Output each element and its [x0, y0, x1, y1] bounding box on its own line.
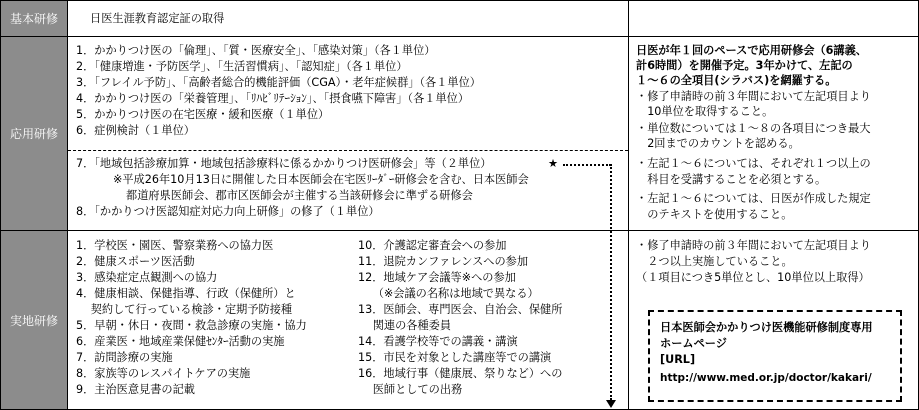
applied-right-item-7: ・左記１～６については、日医が作成した規定: [636, 192, 871, 205]
col-divider-header: [67, 0, 68, 410]
table-border-top: [0, 0, 919, 1]
header-practical-training-label: 実地研修: [9, 313, 58, 328]
applied-item-3: 3．「フレイル予防」、「高齢者総合的機能評価（CGA）・老年症候群」（各１単位）: [76, 76, 481, 89]
col-divider-right: [628, 0, 629, 410]
applied-item-6: 6．症例検討（１単位）: [76, 124, 195, 137]
applied-item-8: 8．「かかりつけ医認知症対応力向上研修」の修了（１単位）: [76, 205, 380, 218]
practical-item-13b: 関連の各種委員: [358, 319, 452, 332]
applied-right-item-8: のテキストを使用すること。: [636, 208, 793, 221]
applied-item-5: 5．かかりつけ医の在宅医療・緩和医療（１単位）: [76, 108, 330, 121]
link-box-title-2: ホームページ: [660, 337, 727, 350]
practical-item-4a: 4．健康相談、保健指導、行政（保健所）と: [76, 287, 296, 300]
practical-item-12-note: （※会議の名称は地域で異なる）: [358, 287, 539, 300]
practical-item-14: 14．看護学校等での講義・講演: [358, 335, 518, 348]
practical-note-2: ２つ以上実施していること。: [636, 255, 793, 268]
applied-right-bold-3: １～６の全項目(シラバス)を網羅する。: [636, 74, 837, 87]
practical-item-11: 11．退院カンファレンスへの参加: [358, 255, 529, 268]
connector-arrowhead-icon: [606, 400, 616, 408]
header-applied-training: [1, 37, 67, 230]
practical-item-10: 10．介護認定審査会への参加: [358, 239, 507, 252]
header-applied-training-label: 応用研修: [9, 127, 58, 141]
applied-item-1: 1．かかりつけ医の「倫理」、「質・医療安全」、「感染対策」（各１単位）: [76, 44, 436, 57]
applied-right-item-2: 10単位を取得すること。: [636, 105, 774, 118]
applied-right-item-6: 科目を受講することを必須とする。: [636, 173, 827, 186]
basic-training-text: 日医生涯教育認定証の取得: [90, 12, 225, 25]
practical-item-13a: 13．医師会、専門医会、自治会、保健所: [358, 303, 563, 316]
star-marker: ★: [548, 157, 559, 170]
header-practical-training: [1, 231, 67, 409]
applied-right-bold-1: 日医が年１回のペースで応用研修会（6講義、: [636, 44, 867, 57]
applied-item-7-note-2: 都道府県医師会、郡市区医師会が主催する当該研修会に準ずる研修会: [126, 189, 473, 202]
link-box-url-label: [URL]: [660, 353, 696, 366]
practical-item-8: 8．家族等のレスパイトケアの実施: [76, 367, 251, 380]
practical-item-1: 1．学校医・園医、警察業務への協力医: [76, 239, 274, 252]
homepage-url-link[interactable]: http://www.med.or.jp/doctor/kakari/: [660, 372, 872, 384]
applied-right-item-4: 2回までのカウントを認める。: [636, 137, 800, 150]
header-basic-training-label: 基本研修: [9, 12, 58, 26]
applied-right-item-3: ・単位数については１～８の各項目につき最大: [636, 122, 871, 135]
practical-item-7: 7．訪問診療の実施: [76, 351, 173, 364]
practical-item-2: 2．健康スポーツ医活動: [76, 255, 195, 268]
applied-item-4: 4．かかりつけ医の「栄養管理」、「ﾘﾊﾋﾞﾘﾃｰｼｮﾝ」、「摂食嚥下障害」（各１単位）: [76, 92, 470, 105]
applied-internal-dashed-divider: [68, 150, 628, 151]
applied-item-7: 7．「地域包括診療加算・地域包括診療料に係るかかりつけ医研修会」等（２単位）: [76, 157, 492, 170]
homepage-link-box: [648, 310, 902, 402]
connector-horizontal: [563, 164, 611, 166]
connector-vertical: [610, 164, 612, 400]
applied-right-item-5: ・左記１～６については、それぞれ１つ以上の: [636, 157, 871, 170]
applied-right-bold-2: 計6時間）を開催予定。3年かけて、左記の: [636, 59, 853, 72]
practical-item-9: 9．主治医意見書の記載: [76, 383, 195, 396]
header-basic-training: [1, 1, 67, 36]
practical-item-15: 15．市民を対象とした講座等での講演: [358, 351, 552, 364]
applied-right-item-1: ・修了申請時の前３年間において左記項目より: [636, 90, 871, 103]
practical-item-16b: 医師としての出務: [358, 383, 463, 396]
practical-item-4b: 契約して行っている検診・定期予防接種: [76, 303, 293, 316]
link-box-title-1: 日本医師会かかりつけ医機能研修制度専用: [660, 321, 873, 334]
practical-item-3: 3．感染症定点観測への協力: [76, 271, 218, 284]
practical-note-3: （１項目につき5単位とし、10単位以上取得）: [636, 271, 870, 284]
practical-item-16a: 16．地域行事（健康展、祭りなど）への: [358, 367, 563, 380]
practical-item-6: 6．産業医・地域産業保健ｾﾝﾀｰ活動の実施: [76, 335, 285, 348]
row-divider-2: [0, 230, 919, 231]
practical-note-1: ・修了申請時の前３年間において左記項目より: [636, 239, 871, 252]
row-divider-1: [0, 36, 919, 37]
applied-item-7-note-1: ※平成26年10月13日に開催した日本医師会在宅医ﾘｰﾀﾞｰ研修会を含む、日本医師会: [113, 173, 529, 186]
practical-item-5: 5．早朝・休日・夜間・救急診療の実施・協力: [76, 319, 307, 332]
applied-item-2: 2．「健康増進・予防医学」、「生活習慣病」、「認知症」（各１単位）: [76, 60, 408, 73]
practical-item-12: 12．地域ケア会議等※への参加: [358, 271, 516, 284]
